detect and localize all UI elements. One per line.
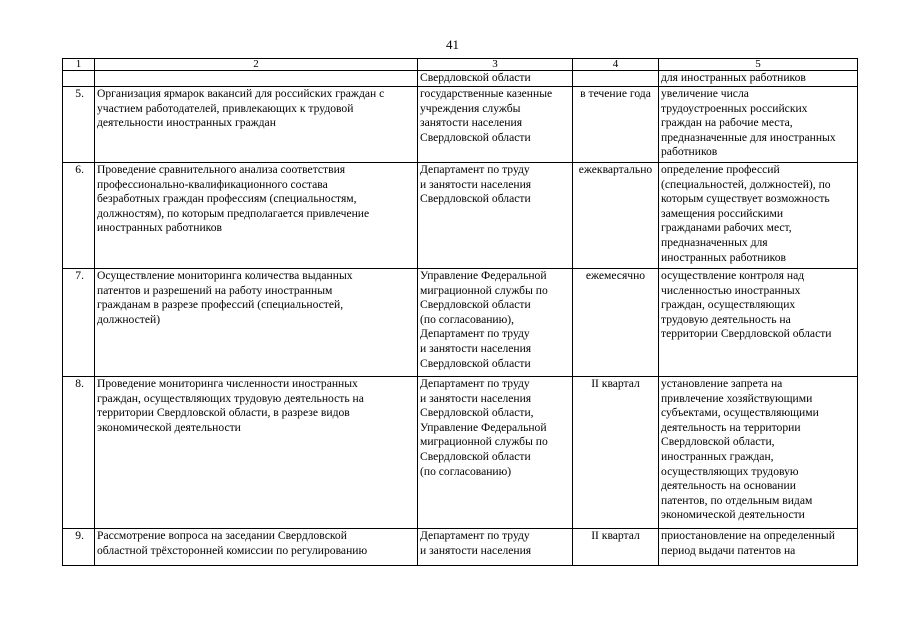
executor-cell: Департамент по труду и занятости населения Свердловской области, Управление Федеральной миграционной службы по Свердловской области (по согласованию) <box>418 377 573 529</box>
row-number: 6. <box>63 163 95 269</box>
column-header-1: 1 <box>63 59 95 71</box>
executor-cell: Управление Федеральной миграционной службы по Свердловской области (по согласованию), Департамент по труду и занятости населения Свердловской области <box>418 269 573 377</box>
result-cell: увеличение числа трудоустроенных российских граждан на рабочие места, предназначенные для иностранных работников <box>659 87 858 163</box>
measures-table <box>62 58 858 566</box>
executor-cell: Департамент по труду и занятости населения <box>418 529 573 566</box>
result-cell: осуществление контроля над численностью иностранных граждан, осуществляющих трудовую деятельность на территории Свердловской области <box>659 269 858 377</box>
measure-cell: Проведение мониторинга численности иностранных граждан, осуществляющих трудовую деятельность на территории Свердловской области, в разрезе видов экономической деятельности <box>95 377 418 529</box>
column-header-5: 5 <box>659 59 858 71</box>
row-number: 8. <box>63 377 95 529</box>
table-row <box>63 87 858 163</box>
page-number: 41 <box>446 37 459 52</box>
row-number: 9. <box>63 529 95 566</box>
measure-cell: Осуществление мониторинга количества выданных патентов и разрешений на работу иностранным гражданам в разрезе профессий (специальностей, должностей) <box>95 269 418 377</box>
term-cell: ежемесячно <box>573 269 659 377</box>
table-row <box>63 529 858 566</box>
term-cell: ежеквартально <box>573 163 659 269</box>
measure-cell <box>95 71 418 87</box>
row-number: 5. <box>63 87 95 163</box>
column-header-4: 4 <box>573 59 659 71</box>
executor-cell: Департамент по труду и занятости населения Свердловской области <box>418 163 573 269</box>
result-cell: приостановление на определенный период выдачи патентов на <box>659 529 858 566</box>
table-row <box>63 377 858 529</box>
executor-cell: Свердловской области <box>418 71 573 87</box>
table-row <box>63 269 858 377</box>
table-row <box>63 163 858 269</box>
measure-cell: Организация ярмарок вакансий для российских граждан с участием работодателей, привлекающих к трудовой деятельности иностранных граждан <box>95 87 418 163</box>
column-header-3: 3 <box>418 59 573 71</box>
column-header-2: 2 <box>95 59 418 71</box>
result-cell: для иностранных работников <box>659 71 858 87</box>
row-number: 7. <box>63 269 95 377</box>
measure-cell: Проведение сравнительного анализа соответствия профессионально-квалификационного состава безработных граждан профессиям (специальностям, должностям), по которым предполагается привлечение иностранных работников <box>95 163 418 269</box>
result-cell: определение профессий (специальностей, должностей), по которым существует возможность замещения российскими гражданами рабочих мест, предназначенных для иностранных работников <box>659 163 858 269</box>
term-cell: в течение года <box>573 87 659 163</box>
column-number-row <box>63 59 858 71</box>
row-number <box>63 71 95 87</box>
executor-cell: государственные казенные учреждения службы занятости населения Свердловской области <box>418 87 573 163</box>
measure-cell: Рассмотрение вопроса на заседании Свердловской областной трёхсторонней комиссии по регулированию <box>95 529 418 566</box>
term-cell: II квартал <box>573 377 659 529</box>
term-cell: II квартал <box>573 529 659 566</box>
result-cell: установление запрета на привлечение хозяйствующими субъектами, осуществляющими деятельность на территории Свердловской области, иностранных граждан, осуществляющих трудовую деятельность на основании патентов, по отдельным видам экономической деятельности <box>659 377 858 529</box>
term-cell <box>573 71 659 87</box>
continuation-row <box>63 71 858 87</box>
